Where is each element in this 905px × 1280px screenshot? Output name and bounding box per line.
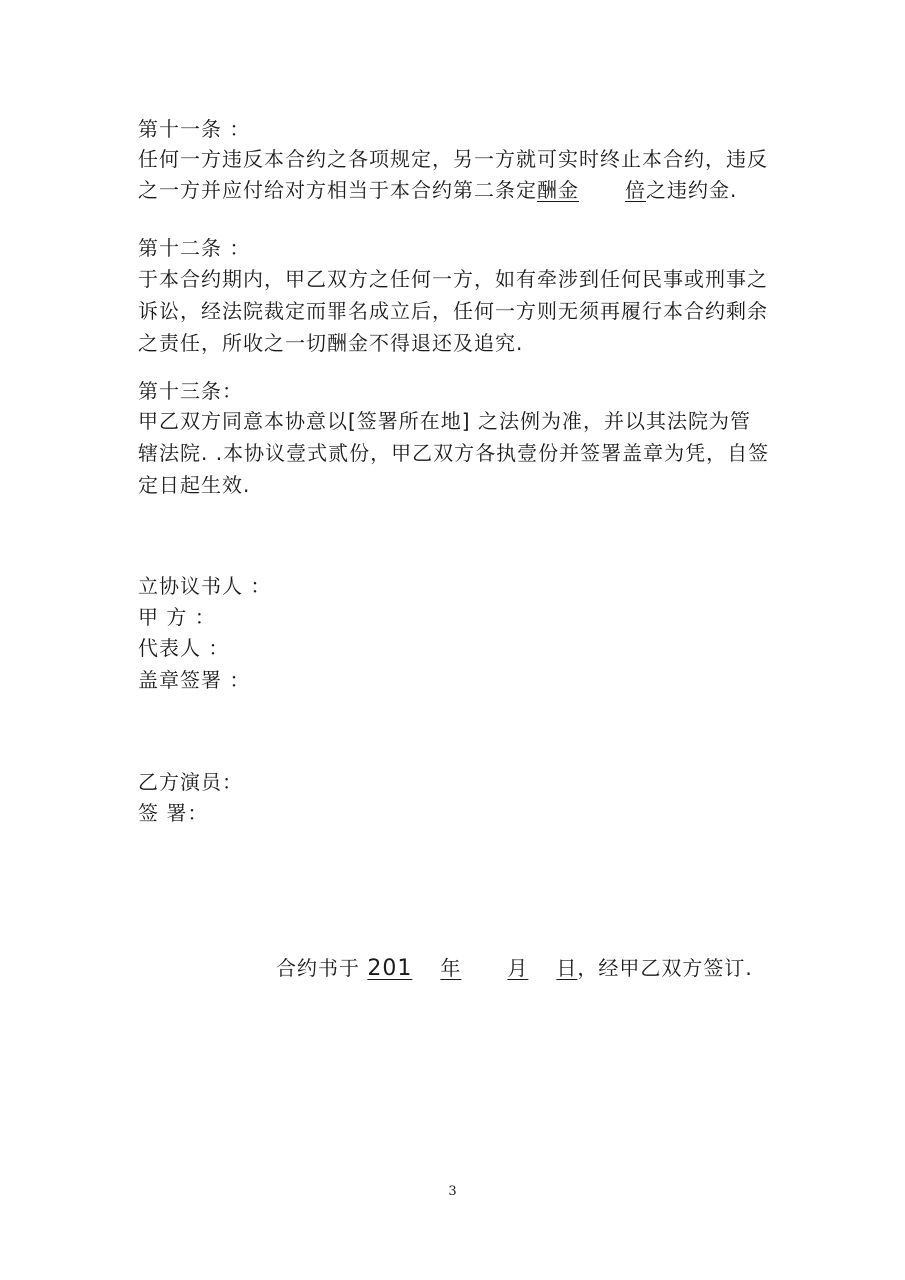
signatory-label: 立协议书人 ： (138, 574, 272, 598)
clause-11-line-1: 任何一方违反本合约之各项规定，另一方就可实时终止本合约，违反 (138, 147, 768, 171)
clause-11-line-2-text: 之一方并应付给对方相当于本合约第二条定 (138, 178, 537, 202)
seal-signature-label: 盖章签署 ： (138, 668, 251, 692)
clause-11-line-2 (138, 175, 737, 205)
day-label: 日 (556, 956, 578, 980)
clause-13-line-3: 定日起生效. (138, 473, 251, 497)
party-b-performer-label: 乙方演员： (138, 770, 243, 794)
signing-date-underlined (367, 956, 577, 980)
signing-date-line (276, 953, 753, 984)
year-number: 201 (367, 956, 413, 981)
year-label: 年 (440, 956, 462, 980)
clause-12-line-2: 诉讼，经法院裁定而罪名成立后，任何一方则无须再履行本合约剩余 (138, 299, 768, 323)
party-b-sign-label: 签 署： (138, 801, 209, 825)
clause-12-line-3: 之责任，所收之一切酬金不得退还及追究. (138, 331, 524, 355)
clause-11-line-2-end: 之违约金. (646, 178, 738, 202)
clause-12-line-1: 于本合约期内，甲乙双方之任何一方，如有牵涉到任何民事或刑事之 (138, 267, 768, 291)
page-number: 3 (448, 1184, 457, 1199)
clause-13-line-1: 甲乙双方同意本协意以[签署所在地] 之法例为准，并以其法院为管 (138, 409, 751, 433)
clause-12-heading: 第十二条 ： (138, 236, 251, 260)
party-a-label: 甲 方 ： (138, 605, 216, 629)
clause-11-heading: 第十一条 ： (138, 117, 251, 141)
month-label: 月 (507, 956, 529, 980)
signing-suffix: ，经甲乙双方签订. (577, 956, 753, 980)
clause-13-line-2: 辖法院. .本协议壹式贰份，甲乙双方各执壹份并签署盖章为凭，自签 (138, 441, 770, 465)
remuneration-underlined: 酬金 倍 (537, 178, 646, 202)
representative-label: 代表人 ： (138, 636, 230, 660)
signing-prefix: 合约书于 (276, 956, 368, 980)
clause-13-heading: 第十三条： (138, 379, 243, 403)
